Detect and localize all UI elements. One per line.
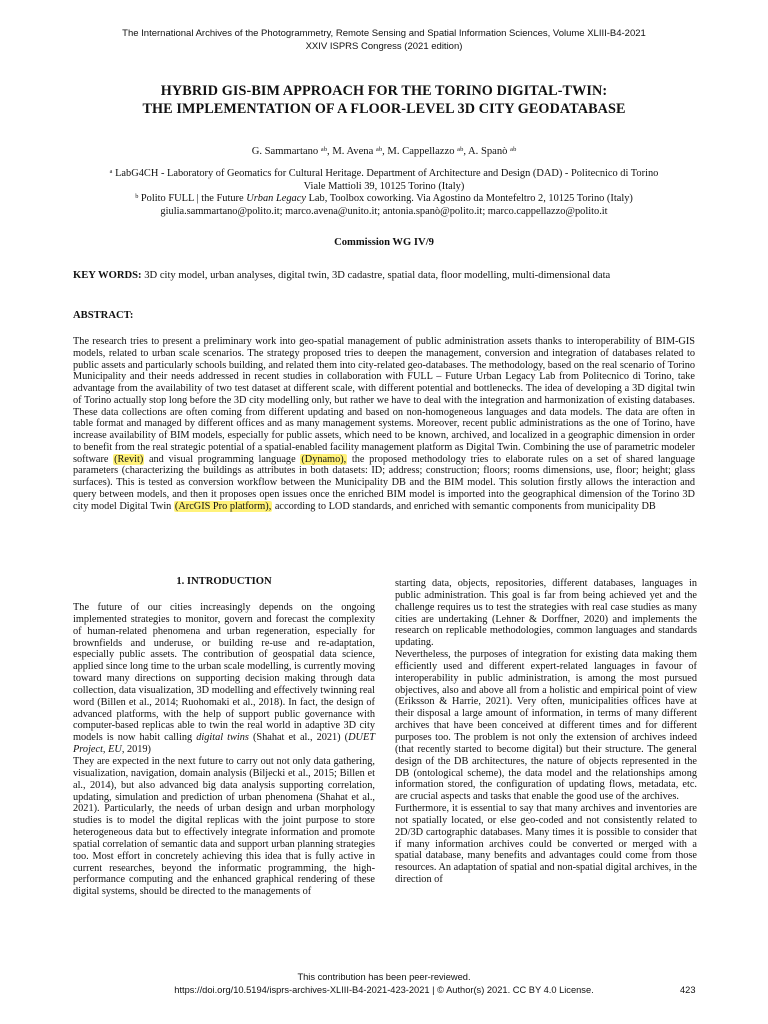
peer-review-note: This contribution has been peer-reviewed. [297, 972, 471, 982]
highlight-revit: (Revit) [114, 453, 144, 465]
affiliation-b-prefix: ᵇ Polito FULL | the Future [135, 193, 247, 205]
intro-paragraph-3: starting data, objects, repositories, different databases, languages in public administration. This goal is far from being achieved yet and the challenge requires us to test the strategies with real case studies as many cities are undertaking (Lehner & Dorffner, 2020) and implements the research on replicable methodologies, common languages and standards updating. [395, 578, 697, 649]
abstract-heading: ABSTRACT: [73, 310, 134, 321]
abstract-text-3: the proposed methodology tries to elaborate rules on a set of shared language parameters (characterizing the buildings as attributes in both datasets: ID; address; construction; floors; rooms dimensions, use, floor; height; glass surfaces). This is tested as conversion workflow between the Municipality DB and the BIM model. This solution firstly allows the interaction and query between models, and then it proposes open issues once the enriched BIM model is imported into the geographical dimension of the Torino 3D city model Digital Twin [73, 453, 695, 512]
introduction-heading: 1. INTRODUCTION [176, 576, 272, 587]
doi-license-line[interactable]: https://doi.org/10.5194/isprs-archives-XLIII-B4-2021-423-2021 | © Author(s) 2021. CC BY 4.0 License. [174, 985, 594, 995]
keywords-text: 3D city model, urban analyses, digital twin, 3D cadastre, spatial data, floor modelling, multi-dimensional data [144, 270, 611, 281]
congress-edition: XXIV ISPRS Congress (2021 edition) [305, 41, 463, 52]
intro-paragraph-2: They are expected in the next future to carry out not only data gathering, visualization, navigation, domain analysis (Biljecki et al., 2015; Billen et al., 2014), but also advanced big data analysis supporting correlation, updating, simulation and prediction of urban phenomena (Shahat et al., 2021). Particularly, the needs of urban design and urban morphology studies is to model the digital replicas with the joint purpose to store heterogeneous data but to effectively integrate information and promote spatial correlation of semantic data and support urban planning strategies too. Most effort in concretely achieving this idea that is fully active in current researches, beyond the informatic programming, the high-performance computing and the enhanced graphical rendering of these digital systems, should be directed to the managements of [73, 755, 375, 898]
intro-p1-text-c: , 2019) [121, 744, 151, 756]
title-line-1: HYBRID GIS-BIM APPROACH FOR THE TORINO DIGITAL-TWIN: [160, 83, 608, 99]
intro-paragraph-5: Furthermore, it is essential to say that many archives and inventories are not spatially located, or else geo-coded and not consistently related to 2D/3D cartographic databases. Many times it is possible to consider that if many information archives could be converted or merged with a spatial database, many benefits and advantages could come from those resources. An adaptation of spatial and non-spatial digital archives, in the direction of [395, 803, 697, 886]
intro-paragraph-4: Nevertheless, the purposes of integration for existing data making them efficiently used and different expert-related languages in favour of interoperability in public administration, is among the most pursued objectives, also and above all from a holistic and empirical point of view (Eriksson & Harrie, 2021). Very often, municipalities offices have at their disposal a large amount of information, in terms of many different archives that have been conceived at different times and for different purposes too. The problem is not only the extension of archives indeed (that recently started to become digital) but their structure. The general design of the DB architectures, the nature of objects represented in the DB (ontological scheme), the data model and the relationships among information stored, the configuration of updating flows, metadata, etc. are crucial aspects and tasks that enable the good use of the archives. [395, 649, 697, 803]
author-list: G. Sammartano ᵃᵇ, M. Avena ᵃᵇ, M. Cappellazzo ᵃᵇ, A. Spanò ᵃᵇ [251, 146, 517, 157]
affiliation-b-suffix: Lab, Toolbox coworking. Via Agostino da Montefeltro 2, 10125 Torino (Italy) [305, 193, 633, 205]
abstract-text-2: and visual programming language [144, 453, 301, 465]
journal-title: The International Archives of the Photogrammetry, Remote Sensing and Spatial Information Sciences, Volume XLIII-B4-2021 [122, 28, 646, 39]
intro-p1-italic-2: DUET Project, EU [73, 732, 375, 756]
affiliation-a-line-2: Viale Mattioli 39, 10125 Torino (Italy) [303, 180, 465, 192]
keywords [73, 270, 703, 281]
intro-paragraph-1 [73, 602, 375, 756]
abstract-text-4: according to LOD standards, and enriched with semantic components from municipality DB [272, 500, 656, 512]
left-column [73, 602, 375, 898]
title-line-2: THE IMPLEMENTATION OF A FLOOR-LEVEL 3D CITY GEODATABASE [142, 101, 626, 117]
abstract-body [73, 336, 695, 512]
abstract-text-1: The research tries to present a preliminary work into geo-spatial management of public administration assets thanks to interoperability of BIM-GIS models, related to urban scale scenarios. The strategy proposed tries to deepen the management, conversion and integration of databases related to public assets and particularly schools building, and related them into city-related geo-databases. The methodology, based on the real scenario of Torino Municipality and their needs addressed in recent studies in collaboration with FULL – Future Urban Legacy Lab from Politecnico di Torino, take advantage from the availability of two test dataset at different scale, with different potential and bottlenecks. The idea of developing a 3D digital twin of Torino actually stop long before the 3D city modelling only, but rather we have to deal with the integration and harmonization of existing databases. These data collections are often coming from different updating and based on non-homogeneous languages and data models. The data are often in table format and managed by different offices and as many management systems. Moreover, recent public administrations as the one of Torino, have increase availability of BIM models, especially for public assets, which need to be known, archived, and localized in a geographic dimension in order to benefit from the real strategic potential of a spatial-enabled facility management platform as Digital Twin. Combining the use of parametric modeler software [73, 336, 695, 465]
intro-p1-text-b: (Shahat et al., 2021) ( [248, 732, 349, 744]
affiliation-b-italic: Urban Legacy [246, 193, 306, 205]
commission: Commission WG IV/9 [334, 237, 434, 248]
keywords-label: KEY WORDS: [73, 270, 142, 281]
affiliation-a-line-1: ᵃ LabG4CH - Laboratory of Geomatics for Cultural Heritage. Department of Architecture and Design (DAD) - Politecnico di Torino [109, 168, 659, 179]
affiliations [60, 168, 708, 218]
journal-header [60, 27, 708, 53]
page-number: 423 [680, 985, 696, 995]
highlight-arcgis: (ArcGIS Pro platform), [174, 500, 272, 512]
paper-title [40, 82, 728, 118]
intro-p1-text-a: The future of our cities increasingly depends on the ongoing implemented strategies to monitor, govern and forecast the complexity of human-related phenomena and urban regeneration, especially for brownfields and underuse, or building re-use and re-adaptation, especially public assets. The contribution of geospatial data science, applied since long time to the urban scale modelling, is currently moving toward many directions on supporting decision making through data collection, data visualization, 3D modelling and effectively twinning real word (Billen et al., 2014; Ruohomaki et al., 2018). In fact, the design of advanced platforms, with the help of support public governance with computer-based replicas able to twin the real world in adaptive 3D city models is now habit calling [73, 602, 375, 744]
highlight-dynamo: (Dynamo), [301, 453, 347, 465]
author-emails: giulia.sammartano@polito.it; marco.avena@unito.it; antonia.spanò@polito.it; marco.cappellazzo@polito.it [160, 205, 608, 217]
affiliation-b [60, 193, 708, 206]
right-column [395, 578, 697, 886]
intro-p1-italic: digital twins [196, 732, 249, 744]
